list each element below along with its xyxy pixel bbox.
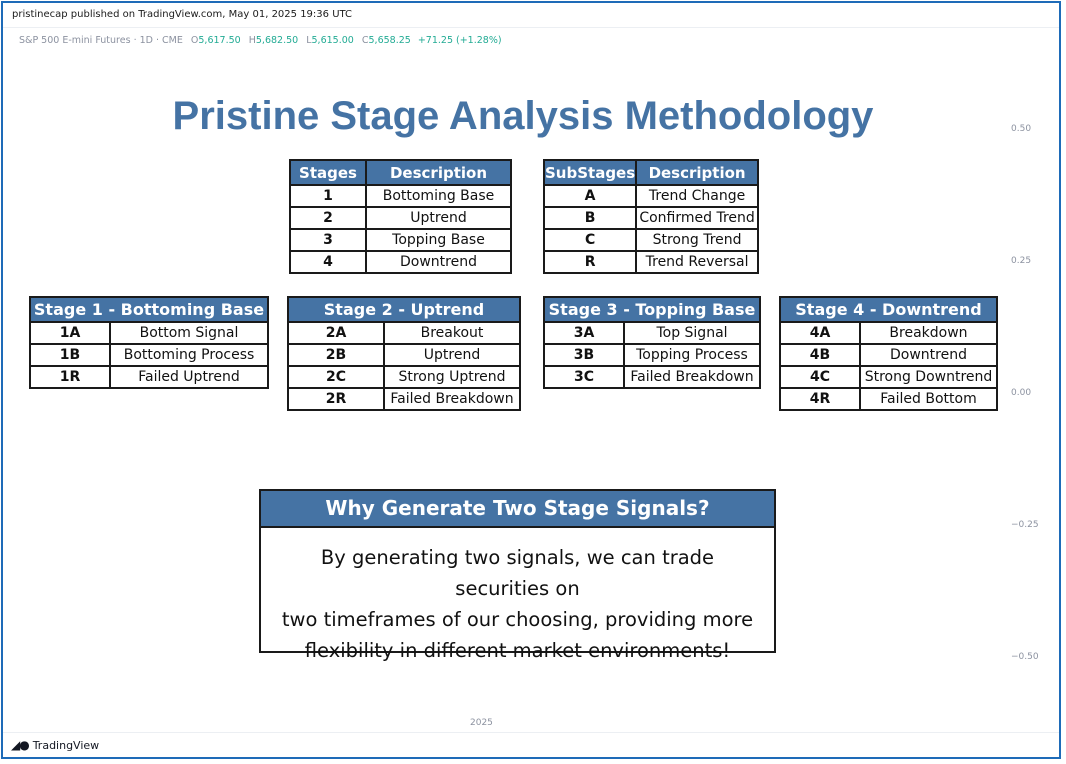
open-value: 5,617.50 [198,35,241,46]
tradingview-brand[interactable] [11,738,99,752]
low-value: 5,615.00 [311,35,354,46]
column-header: SubStages [544,160,636,185]
signal-code: 3A [544,322,624,344]
why-two-signals-box [259,489,776,662]
substages-table [543,159,759,274]
why-title: Why Generate Two Stage Signals? [261,491,774,528]
signal-description: Breakdown [860,322,997,344]
publish-header [3,3,1059,28]
stage3-table [543,296,761,389]
signal-code: 1A [30,322,110,344]
signal-description: Top Signal [624,322,760,344]
open-label: O [190,35,199,46]
table-row [30,366,268,388]
table-row [544,229,758,251]
signal-description: Strong Uptrend [384,366,520,388]
table-row [780,388,997,410]
signal-code: 1R [30,366,110,388]
signal-description: Failed Breakdown [384,388,520,410]
signal-description: Breakout [384,322,520,344]
column-header: Description [636,160,758,185]
table-row [544,344,760,366]
stage4-table [779,296,998,411]
y-axis-label: −0.50 [1011,652,1039,662]
change-value: +71.25 (+1.28%) [417,35,502,46]
substage-code: A [544,185,636,207]
substage-description: Trend Change [636,185,758,207]
close-value: 5,658.25 [368,35,411,46]
table-row [290,207,511,229]
table-row [288,388,520,410]
stage-description: Uptrend [366,207,511,229]
x-axis-label: 2025 [470,718,493,728]
table-row [544,322,760,344]
signal-code: 2A [288,322,384,344]
signal-code: 2B [288,344,384,366]
close-label: C [361,35,369,46]
table-row [780,322,997,344]
stage2-table [287,296,521,411]
stage3-title: Stage 3 - Topping Base [544,297,760,322]
signal-description: Failed Breakdown [624,366,760,388]
footer-bar [3,732,1059,757]
signal-code: 3B [544,344,624,366]
table-row [288,322,520,344]
signal-description: Bottom Signal [110,322,268,344]
signal-code: 4A [780,322,860,344]
signal-code: 1B [30,344,110,366]
symbol-legend[interactable] [19,35,502,46]
signal-description: Bottoming Process [110,344,268,366]
high-label: H [248,35,256,46]
low-label: L [306,35,312,46]
table-row [288,366,520,388]
signal-code: 2C [288,366,384,388]
y-axis-label: 0.50 [1011,124,1032,134]
substage-code: B [544,207,636,229]
y-axis-label: 0.00 [1011,388,1032,398]
stage-description: Topping Base [366,229,511,251]
table-row [290,185,511,207]
signal-code: 4R [780,388,860,410]
brand-name: TradingView [32,738,100,752]
table-row [544,366,760,388]
stage1-table [29,296,269,389]
why-line: two timeframes of our choosing, providing more [281,608,754,631]
signal-code: 4B [780,344,860,366]
table-row [288,344,520,366]
y-axis-label: 0.25 [1011,256,1032,266]
stage1-title: Stage 1 - Bottoming Base [30,297,268,322]
substage-description: Trend Reversal [636,251,758,273]
stage2-title: Stage 2 - Uptrend [288,297,520,322]
table-row [544,185,758,207]
column-header: Stages [290,160,366,185]
stage-number: 3 [290,229,366,251]
stage-number: 4 [290,251,366,273]
stages-table [289,159,512,274]
published-info: pristinecap published on TradingView.com, May 01, 2025 19:36 UTC [12,9,353,20]
substage-code: C [544,229,636,251]
high-value: 5,682.50 [255,35,299,46]
why-line: By generating two signals, we can trade securities on [320,546,715,600]
signal-code: 3C [544,366,624,388]
why-line: flexibility in different market environments! [304,639,731,662]
y-axis-label: −0.25 [1011,520,1039,530]
symbol-name[interactable]: S&P 500 E-mini Futures · 1D · CME [19,35,183,46]
table-row [30,344,268,366]
table-row [780,366,997,388]
signal-description: Topping Process [624,344,760,366]
signal-code: 4C [780,366,860,388]
stage-number: 2 [290,207,366,229]
table-row [544,207,758,229]
table-row [290,229,511,251]
table-row [290,251,511,273]
stage-number: 1 [290,185,366,207]
substage-code: R [544,251,636,273]
stage4-title: Stage 4 - Downtrend [780,297,997,322]
stage-description: Downtrend [366,251,511,273]
signal-description: Strong Downtrend [860,366,997,388]
why-body [261,528,774,666]
signal-description: Failed Uptrend [110,366,268,388]
table-row [544,251,758,273]
signal-description: Failed Bottom [860,388,997,410]
stage-description: Bottoming Base [366,185,511,207]
page-title: Pristine Stage Analysis Methodology [172,94,874,138]
signal-code: 2R [288,388,384,410]
table-row [30,322,268,344]
substage-description: Confirmed Trend [636,207,758,229]
column-header: Description [366,160,511,185]
tradingview-logo-icon: ◢● [11,738,29,752]
substage-description: Strong Trend [636,229,758,251]
signal-description: Downtrend [860,344,997,366]
table-row [780,344,997,366]
signal-description: Uptrend [384,344,520,366]
